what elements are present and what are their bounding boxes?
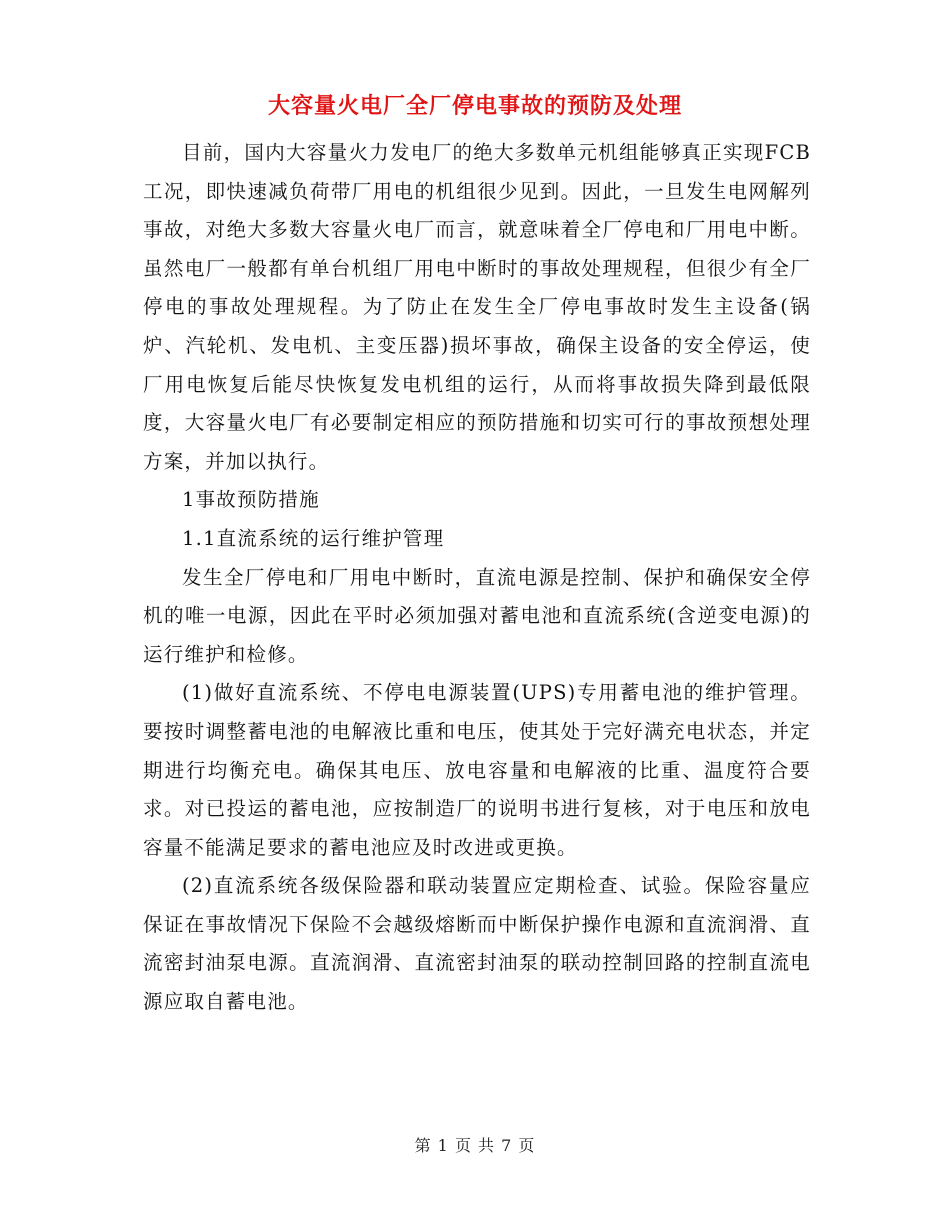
page-footer: 第 1 页 共 7 页	[414, 1136, 536, 1155]
document-body	[143, 134, 811, 1022]
paragraph-item-1: (1)做好直流系统、不停电电源装置(UPS)专用蓄电池的维护管理。要按时调整蓄电池的电解液比重和电压，使其处于完好满充电状态，并定期进行均衡充电。确保其电压、放电容量和电解液的比重、温度符合要求。对已投运的蓄电池，应按制造厂的说明书进行复核，对于电压和放电容量不能满足要求的蓄电池应及时改进或更换。	[143, 681, 811, 859]
document-title: 大容量火电厂全厂停电事故的预防及处理	[267, 93, 682, 119]
paragraph-dc-power: 发生全厂停电和厂用电中断时，直流电源是控制、保护和确保安全停机的唯一电源，因此在平时必须加强对蓄电池和直流系统(含逆变电源)的运行维护和检修。	[143, 565, 811, 666]
paragraph-intro: 目前，国内大容量火力发电厂的绝大多数单元机组能够真正实现FCB工况，即快速减负荷带厂用电的机组很少见到。因此，一旦发生电网解列事故，对绝大多数大容量火电厂而言，就意味着全厂停电和厂用电中断。虽然电厂一般都有单台机组厂用电中断时的事故处理规程，但很少有全厂停电的事故处理规程。为了防止在发生全厂停电事故时发生主设备(锅炉、汽轮机、发电机、主变压器)损坏事故，确保主设备的安全停运，使厂用电恢复后能尽快恢复发电机组的运行，从而将事故损失降到最低限度，大容量火电厂有必要制定相应的预防措施和切实可行的事故预想处理方案，并加以执行。	[143, 141, 811, 473]
paragraph-item-2: (2)直流系统各级保险器和联动装置应定期检查、试验。保险容量应保证在事故情况下保险不会越级熔断而中断保护操作电源和直流润滑、直流密封油泵电源。直流润滑、直流密封油泵的联动控制回路的控制直流电源应取自蓄电池。	[143, 874, 811, 1014]
section-heading-1: 1事故预防措施	[182, 488, 320, 512]
subsection-heading-1-1: 1.1直流系统的运行维护管理	[182, 526, 445, 550]
